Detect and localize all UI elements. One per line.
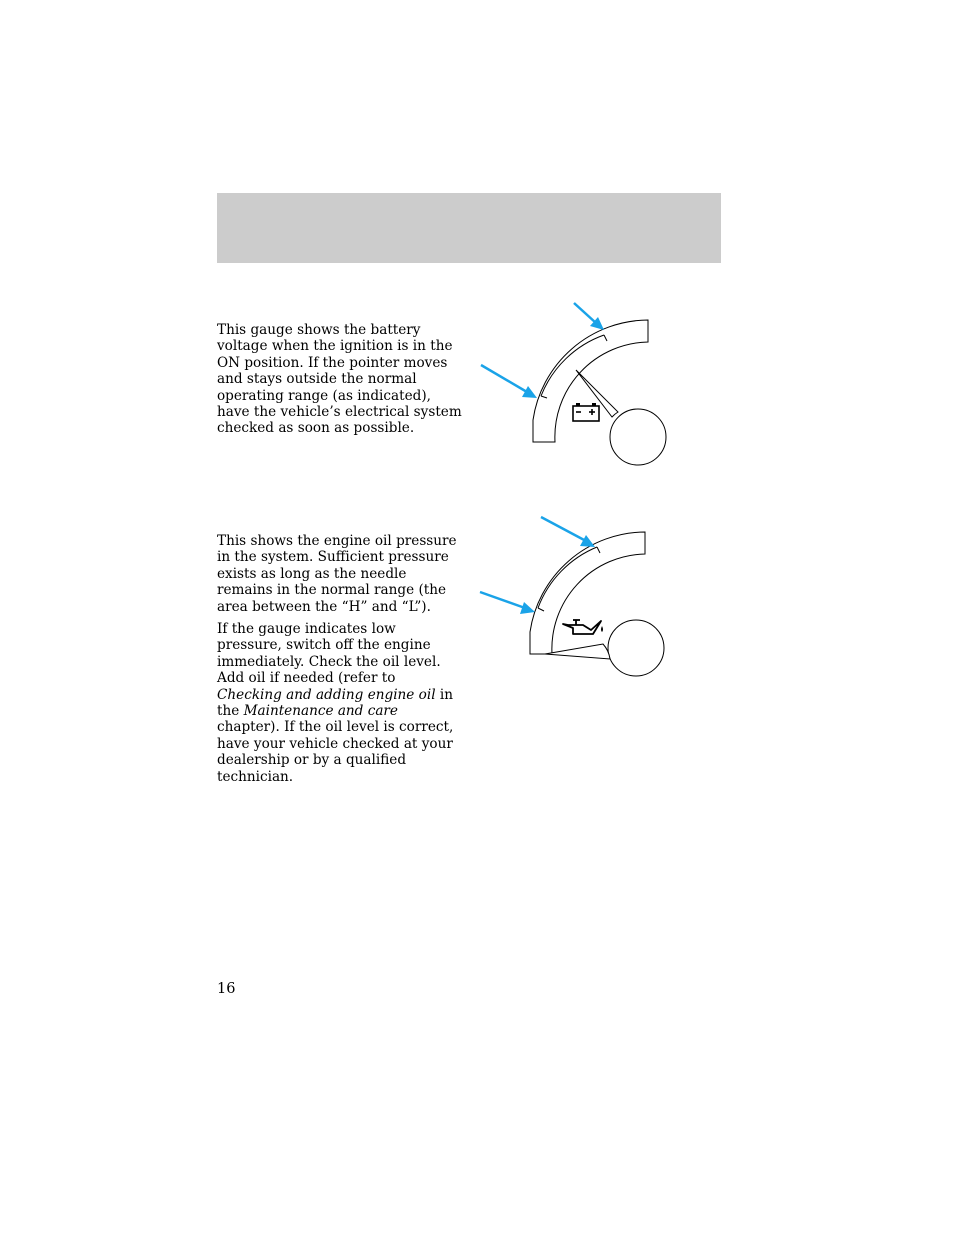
voltage-gauge-illustration	[470, 295, 670, 470]
arrow-low-limit	[480, 592, 535, 614]
gauge-needle	[545, 644, 610, 659]
oil-can-icon	[563, 620, 603, 634]
ref-checking-oil: Checking and adding engine oil	[217, 686, 436, 703]
arrow-high-limit	[541, 517, 595, 547]
battery-icon	[573, 403, 599, 421]
ref-maintenance-chapter: Maintenance and care	[243, 703, 398, 720]
oil-pressure-instructions: If the gauge indicates low pressure, switch off the engine immediately. Check the oil level. Add oil if needed (refer to Checking and adding engine oil in the Maintenance and care chapter). If the oil level is correct, have your vehicle checked at your dealership or by a qualified technician.	[217, 621, 454, 785]
page-number: 16	[217, 981, 236, 997]
gauge-pivot-hub	[610, 409, 666, 465]
arrow-high-limit	[574, 303, 604, 330]
oil-pressure-gauge-illustration	[470, 507, 670, 682]
oil-pressure-description: This shows the engine oil pressure in the system. Sufficient pressure exists as long as the needle remains in the normal range (the area between the “H” and “L”).	[217, 533, 457, 615]
gauge-pivot-hub	[608, 620, 664, 676]
header-band	[217, 193, 721, 263]
arrow-low-limit	[481, 365, 537, 398]
voltage-description: This gauge shows the battery voltage when the ignition is in the ON position. If the pointer moves and stays outside the normal operating range (as indicated), have the vehicle’s electrical system checked as soon as possible.	[217, 322, 462, 437]
